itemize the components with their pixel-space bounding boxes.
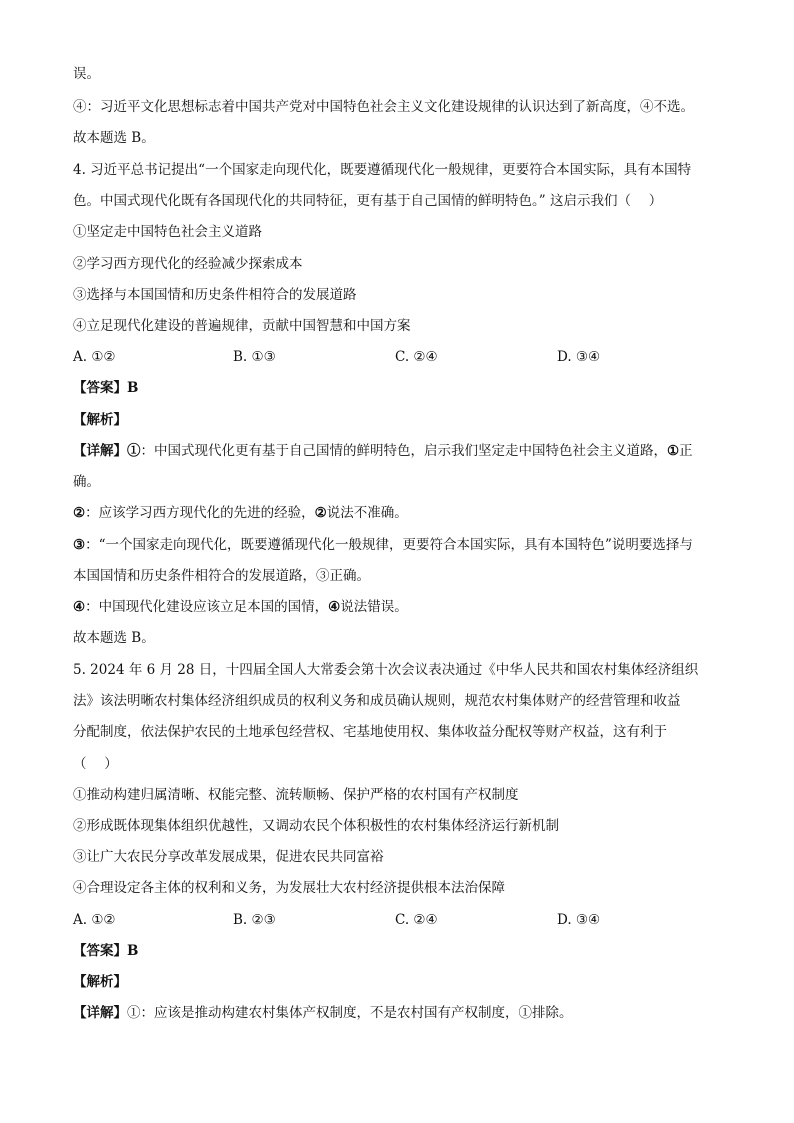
question-4-item: ②学习西方现代化的经验减少探索成本	[73, 256, 303, 272]
text-line: 确。	[73, 474, 100, 490]
question-5-stem: 5. 2024 年 6 月 28 日，十四届全国人大常委会第十次会议表决通过《中华人民共和国农村集体经济组织	[73, 662, 699, 678]
question-5-item: ③让广大农民分享改革发展成果，促进农民共同富裕	[73, 849, 384, 865]
question-5-stem: （ ）	[73, 756, 118, 772]
question-4-detail-2	[73, 503, 408, 523]
question-4-stem: 色。中国式现代化既有各国现代化的共同特征，更有基于自己国情的鲜明特色。” 这启示我们（ ）	[73, 193, 663, 209]
detail-tag: ②	[73, 505, 86, 521]
detail-text: ：中国现代化建设应该立足本国的国情，	[85, 599, 329, 615]
question-4-option-b: B. ①③	[233, 349, 276, 365]
question-5-option-b: B. ②③	[233, 912, 276, 928]
detail-tag: ①	[667, 443, 680, 459]
text-line: 误。	[73, 66, 100, 82]
detail-text: 说法不准确。	[326, 505, 408, 521]
question-5-stem: 分配制度，依法保护农民的土地承包经营权、宅基地使用权、集体收益分配权等财产权益，这有利于	[73, 724, 667, 740]
detail-tag: ④	[73, 599, 86, 615]
question-5-answer: 【答案】B	[73, 943, 139, 959]
text-line: ④：习近平文化思想标志着中国共产党对中国特色社会主义文化建设规律的认识达到了新高度，④不选。	[73, 99, 694, 115]
detail-tag: 【详解】	[73, 1005, 127, 1021]
question-4-detail-3	[73, 535, 693, 555]
detail-tag: ③	[73, 537, 86, 553]
detail-text: ①：应该是推动构建农村集体产权制度，不是农村国有产权制度，①排除。	[127, 1005, 573, 1021]
question-4-answer: 【答案】B	[73, 380, 139, 396]
question-5-option-a: A. ①②	[73, 912, 116, 928]
detail-text: ：“一个国家走向现代化，既要遵循现代化一般规律，更要符合本国实际，具有本国特色”说明要选择与	[85, 537, 693, 553]
question-4-item: ①坚定走中国特色社会主义道路	[73, 224, 262, 240]
text-line: 故本题选 B。	[73, 130, 155, 146]
detail-text: ：中国式现代化更有基于自己国情的鲜明特色，启示我们坚定走中国特色社会主义道路，	[140, 443, 667, 459]
question-4-option-d: D. ③④	[557, 349, 601, 365]
question-5-option-c: C. ②④	[395, 912, 438, 928]
question-4-detail-4	[73, 597, 408, 617]
question-5-analysis-heading: 【解析】	[73, 974, 127, 990]
detail-text: 正	[679, 443, 693, 459]
detail-tag: ②	[314, 505, 327, 521]
question-5-detail-1	[73, 1003, 573, 1023]
question-4-stem: 4. 习近平总书记提出“一个国家走向现代化，既要遵循现代化一般规律，更要符合本国实际，具有本国特	[73, 162, 692, 178]
question-4-option-c: C. ②④	[395, 349, 438, 365]
detail-text: ：应该学习西方现代化的先进的经验，	[85, 505, 315, 521]
question-4-item: ③选择与本国国情和历史条件相符合的发展道路	[73, 287, 357, 303]
text-line: 故本题选 B。	[73, 630, 155, 646]
question-4-detail-1	[73, 441, 693, 461]
detail-tag: 【详解】①	[73, 443, 141, 459]
question-5-item: ①推动构建归属清晰、权能完整、流转顺畅、保护严格的农村国有产权制度	[73, 787, 519, 803]
question-5-stem: 法》该法明晰农村集体经济组织成员的权利义务和成员确认规则，规范农村集体财产的经营管理和收益	[73, 693, 681, 709]
detail-tag: ④	[328, 599, 341, 615]
question-4-analysis-heading: 【解析】	[73, 412, 127, 428]
question-5-item: ④合理设定各主体的权利和义务，为发展壮大农村经济提供根本法治保障	[73, 880, 505, 896]
question-5-option-d: D. ③④	[557, 912, 601, 928]
question-5-item: ②形成既体现集体组织优越性，又调动农民个体积极性的农村集体经济运行新机制	[73, 818, 559, 834]
question-4-item: ④立足现代化建设的普遍规律，贡献中国智慧和中国方案	[73, 318, 411, 334]
question-4-option-a: A. ①②	[73, 349, 116, 365]
text-line: 本国国情和历史条件相符合的发展道路，③正确。	[73, 568, 370, 584]
detail-text: 说法错误。	[340, 599, 408, 615]
